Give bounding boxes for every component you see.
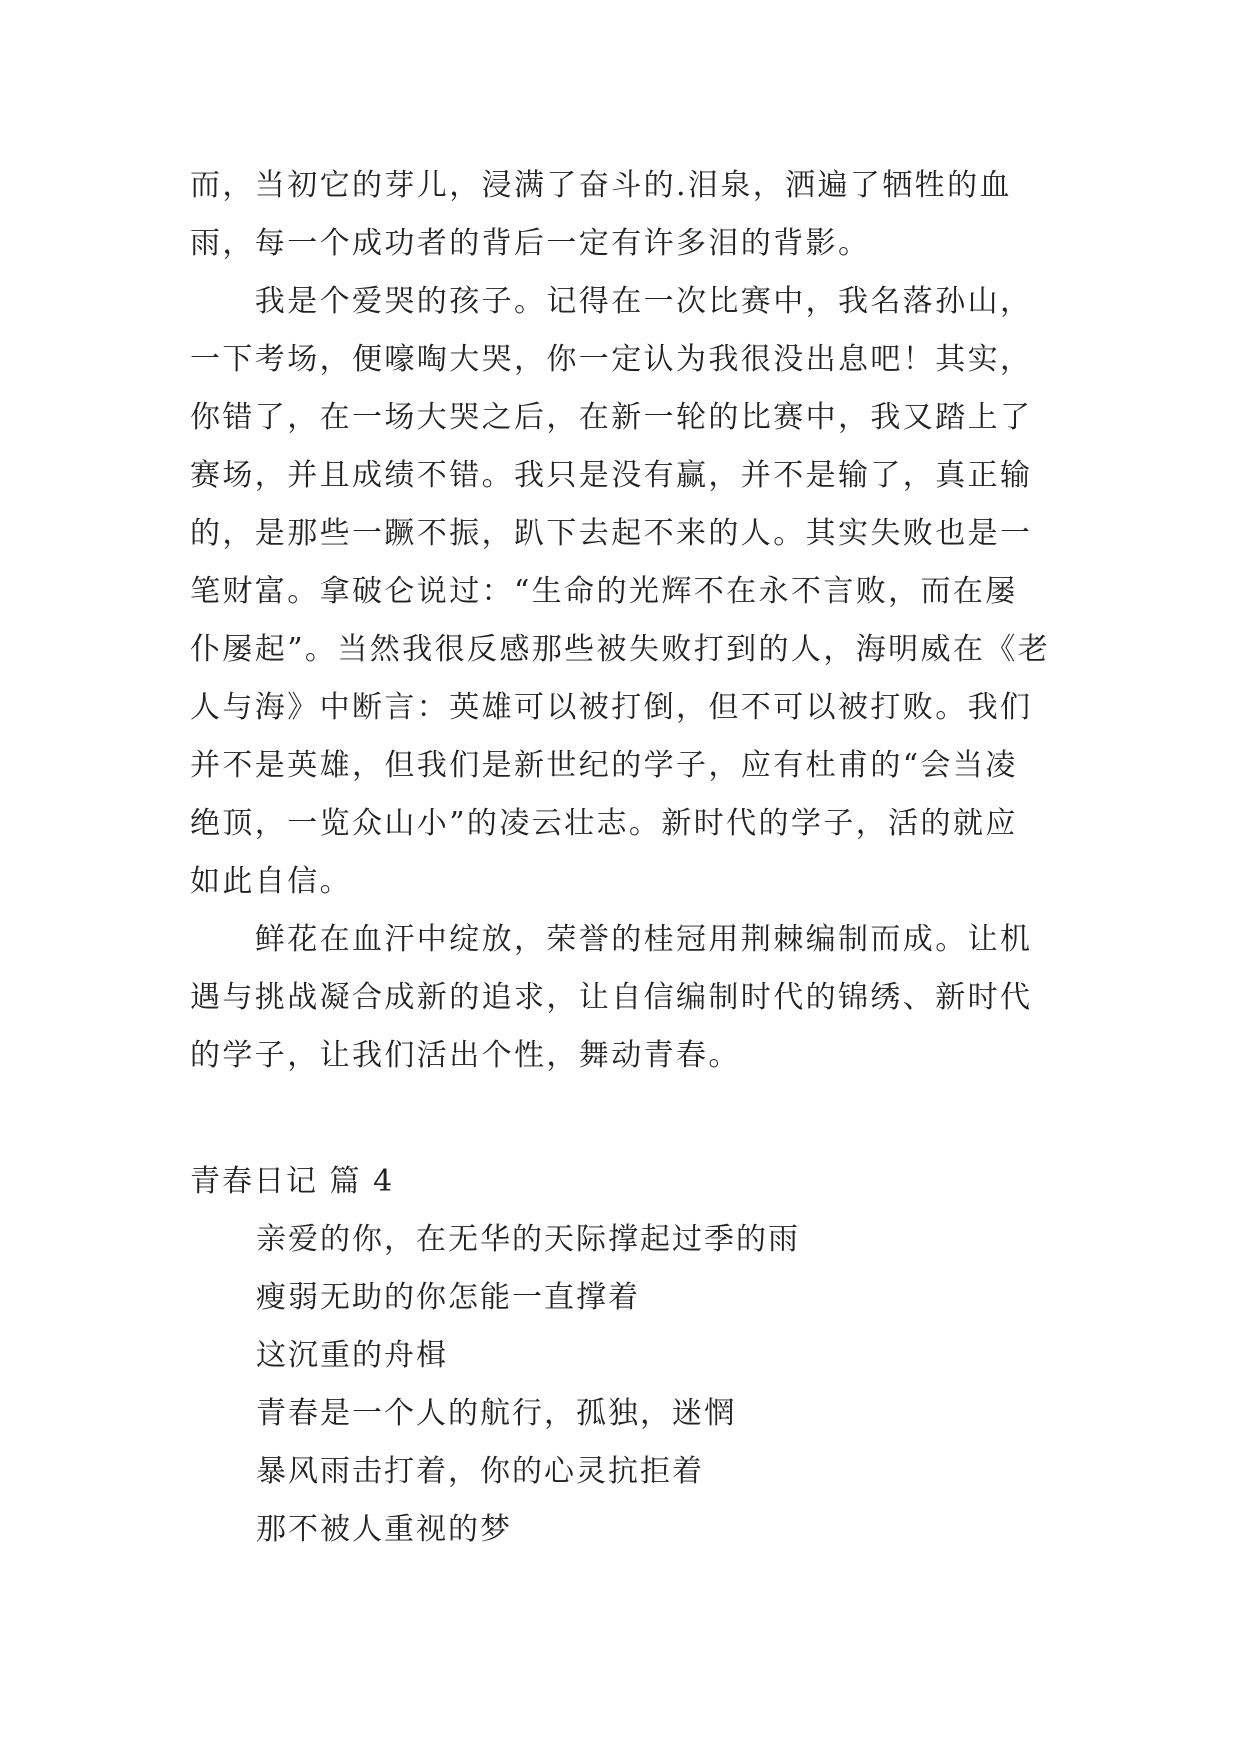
- text-line: 笔财富。拿破仑说过：“生命的光辉不在永不言败，而在屡: [190, 574, 1018, 609]
- text-line: 鲜花在血汗中绽放，荣誉的桂冠用荆棘编制而成。让机: [190, 922, 1033, 957]
- text-line: 的学子，让我们活出个性，舞动青春。: [190, 1038, 741, 1073]
- poem-line: 青春是一个人的航行，孤独，迷惘: [256, 1396, 736, 1431]
- poem-line: 这沉重的舟楫: [256, 1338, 448, 1373]
- section-heading: 青春日记 篇 4: [190, 1164, 395, 1199]
- text-line: 遇与挑战凝合成新的追求，让自信编制时代的锦绣、新时代: [190, 980, 1033, 1015]
- text-line: 赛场，并且成绩不错。我只是没有赢，并不是输了，真正输: [190, 458, 1033, 493]
- text-line: 一下考场，便嚎啕大哭，你一定认为我很没出息吧！其实，: [190, 342, 1033, 377]
- text-line: 的，是那些一蹶不振，趴下去起不来的人。其实失败也是一: [190, 516, 1033, 551]
- text-line: 我是个爱哭的孩子。记得在一次比赛中，我名落孙山，: [190, 284, 1033, 319]
- poem-line: 那不被人重视的梦: [256, 1512, 512, 1547]
- poem-line: 瘦弱无助的你怎能一直撑着: [256, 1280, 640, 1315]
- text-line: 仆屡起”。当然我很反感那些被失败打到的人，海明威在《老: [190, 632, 1051, 667]
- text-line: 并不是英雄，但我们是新世纪的学子，应有杜甫的“会当凌: [190, 748, 1018, 783]
- poem-line: 暴风雨击打着，你的心灵抗拒着: [256, 1454, 704, 1489]
- text-line: 绝顶，一览众山小”的凌云壮志。新时代的学子，活的就应: [190, 806, 1018, 841]
- text-line: 你错了，在一场大哭之后，在新一轮的比赛中，我又踏上了: [190, 400, 1033, 435]
- text-line: 人与海》中断言：英雄可以被打倒，但不可以被打败。我们: [190, 690, 1033, 725]
- text-line: 雨，每一个成功者的背后一定有许多泪的背影。: [190, 226, 871, 261]
- poem-line: 亲爱的你，在无华的天际撑起过季的雨: [256, 1222, 800, 1257]
- text-line: 而，当初它的芽儿，浸满了奋斗的.泪泉，洒遍了牺牲的血: [190, 168, 1012, 203]
- text-line: 如此自信。: [190, 864, 352, 899]
